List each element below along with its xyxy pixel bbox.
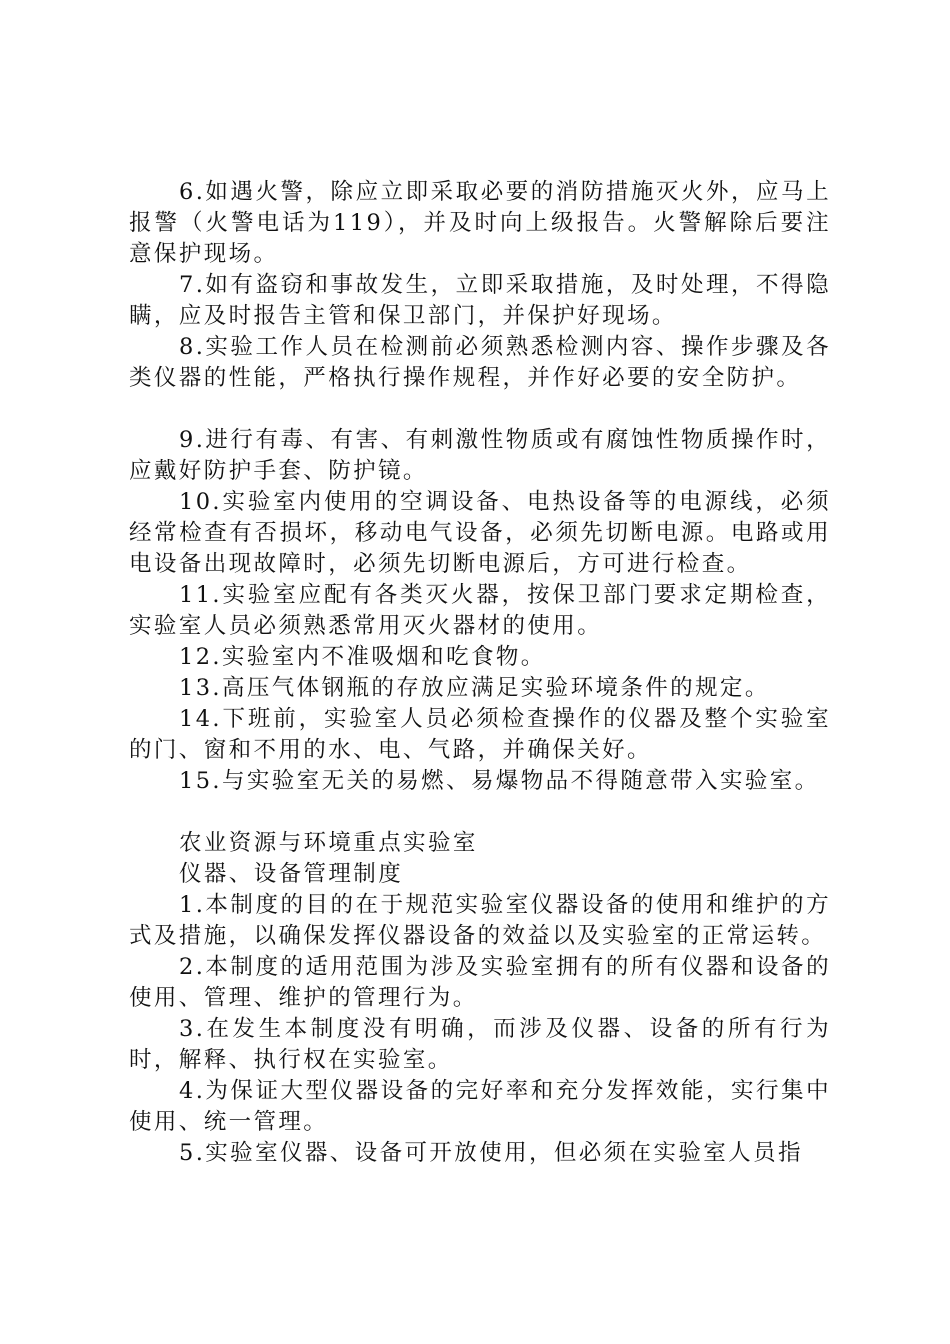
lab-name-heading: 农业资源与环境重点实验室 <box>179 830 478 856</box>
rule-item-12: 12.实验室内不准吸烟和吃食物。 <box>179 644 546 670</box>
rule-item-14: 14.下班前，实验室人员必须检查操作的仪器及整个实验室的门、窗和不用的水、电、气路，并确保关好。 <box>129 706 831 763</box>
rule-item-8: 8.实验工作人员在检测前必须熟悉检测内容、操作步骤及各类仪器的性能，严格执行操作规程，并作好必要的安全防护。 <box>129 334 831 391</box>
document-body <box>129 177 831 1169</box>
regulation-item-3: 3.在发生本制度没有明确，而涉及仪器、设备的所有行为时，解释、执行权在实验室。 <box>129 1016 831 1073</box>
paragraph-gap <box>129 797 831 828</box>
rule-item-10: 10.实验室内使用的空调设备、电热设备等的电源线，必须经常检查有否损坏，移动电气设备，必须先切断电源。电路或用电设备出现故障时，必须先切断电源后，方可进行检查。 <box>129 489 831 577</box>
regulation-item-5: 5.实验室仪器、设备可开放使用，但必须在实验室人员指 <box>179 1140 803 1166</box>
regulation-title: 仪器、设备管理制度 <box>179 861 404 887</box>
rule-item-9: 9.进行有毒、有害、有刺激性物质或有腐蚀性物质操作时，应戴好防护手套、防护镜。 <box>129 427 831 484</box>
regulation-item-2: 2.本制度的适用范围为涉及实验室拥有的所有仪器和设备的使用、管理、维护的管理行为。 <box>129 954 831 1011</box>
rule-item-6: 6.如遇火警，除应立即采取必要的消防措施灭火外，应马上报警（火警电话为119），并及时向上级报告。火警解除后要注意保护现场。 <box>129 179 831 267</box>
rule-item-7: 7.如有盗窃和事故发生，立即采取措施，及时处理，不得隐瞒，应及时报告主管和保卫部门，并保护好现场。 <box>129 272 831 329</box>
rule-item-13: 13.高压气体钢瓶的存放应满足实验环境条件的规定。 <box>179 675 770 701</box>
regulation-item-1: 1.本制度的目的在于规范实验室仪器设备的使用和维护的方式及措施，以确保发挥仪器设备的效益以及实验室的正常运转。 <box>129 892 831 949</box>
rule-item-11: 11.实验室应配有各类灭火器，按保卫部门要求定期检查，实验室人员必须熟悉常用灭火器材的使用。 <box>129 582 831 639</box>
paragraph-gap <box>129 394 831 425</box>
regulation-item-4: 4.为保证大型仪器设备的完好率和充分发挥效能，实行集中使用、统一管理。 <box>129 1078 831 1135</box>
rule-item-15: 15.与实验室无关的易燃、易爆物品不得随意带入实验室。 <box>179 768 820 794</box>
